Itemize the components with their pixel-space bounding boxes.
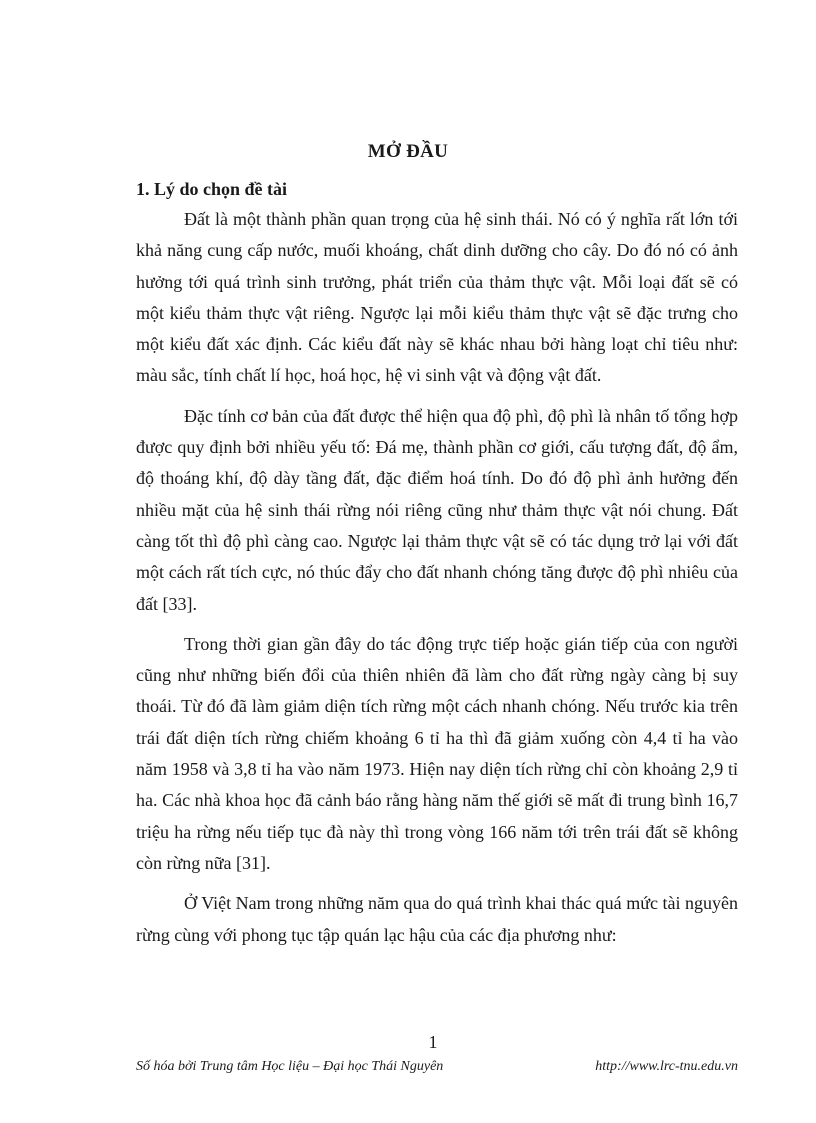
paragraph-1: Đất là một thành phần quan trọng của hệ sinh thái. Nó có ý nghĩa rất lớn tới khả năng cung cấp nước, muối khoáng, chất dinh dưỡng cho cây. Do đó nó có ảnh hưởng tới quá trình sinh trưởng, phát triển của thảm thực vật. Mỗi loại đất sẽ có một kiểu thảm thực vật riêng. Ngược lại mỗi kiểu thảm thực vật sẽ đặc trưng cho một kiểu đất xác định. Các kiểu đất này sẽ khác nhau bởi hàng loạt chỉ tiêu như: màu sắc, tính chất lí học, hoá học, hệ vi sinh vật và động vật đất. (136, 209, 738, 386)
section-heading: 1. Lý do chọn đề tài (136, 179, 288, 199)
page-title: MỞ ĐẦU (367, 141, 449, 162)
paragraph-4: Ở Việt Nam trong những năm qua do quá trình khai thác quá mức tài nguyên rừng cùng với phong tục tập quán lạc hậu của các địa phương như: (136, 893, 738, 945)
paragraph-3: Trong thời gian gần đây do tác động trực tiếp hoặc gián tiếp của con người cũng như những biến đổi của thiên nhiên đã làm cho đất rừng ngày càng bị suy thoái. Từ đó đã làm giảm diện tích rừng một cách nhanh chóng. Nếu trước kia trên trái đất diện tích rừng chiếm khoảng 6 tỉ ha thì đã giảm xuống còn 4,4 tỉ ha vào năm 1958 và 3,8 tỉ ha vào năm 1973. Hiện nay diện tích rừng chỉ còn khoảng 2,9 tỉ ha. Các nhà khoa học đã cảnh báo rằng hàng năm thế giới sẽ mất đi trung bình 16,7 triệu ha rừng nếu tiếp tục đà này thì trong vòng 166 năm tới trên trái đất sẽ không còn rừng nữa [31]. (136, 633, 738, 873)
footer-url-link[interactable]: http://www.lrc-tnu.edu.vn (595, 1059, 738, 1074)
footer-source: Số hóa bởi Trung tâm Học liệu – Đại học Thái Nguyên (136, 1059, 444, 1074)
paragraph-2: Đặc tính cơ bản của đất được thể hiện qua độ phì, độ phì là nhân tố tổng hợp được quy định bởi nhiều yếu tố: Đá mẹ, thành phần cơ giới, cấu tượng đất, độ ẩm, độ thoáng khí, độ dày tầng đất, đặc điểm hoá tính. Do đó độ phì ảnh hưởng đến nhiều mặt của hệ sinh thái rừng nói riêng cũng như thảm thực vật nói chung. Đất càng tốt thì độ phì càng cao. Ngược lại thảm thực vật sẽ có tác dụng trở lại với đất một cách rất tích cực, nó thúc đẩy cho đất nhanh chóng tăng được độ phì nhiêu của đất [33]. (136, 405, 738, 614)
body-text (136, 204, 738, 960)
page-number: 1 (428, 1032, 438, 1052)
